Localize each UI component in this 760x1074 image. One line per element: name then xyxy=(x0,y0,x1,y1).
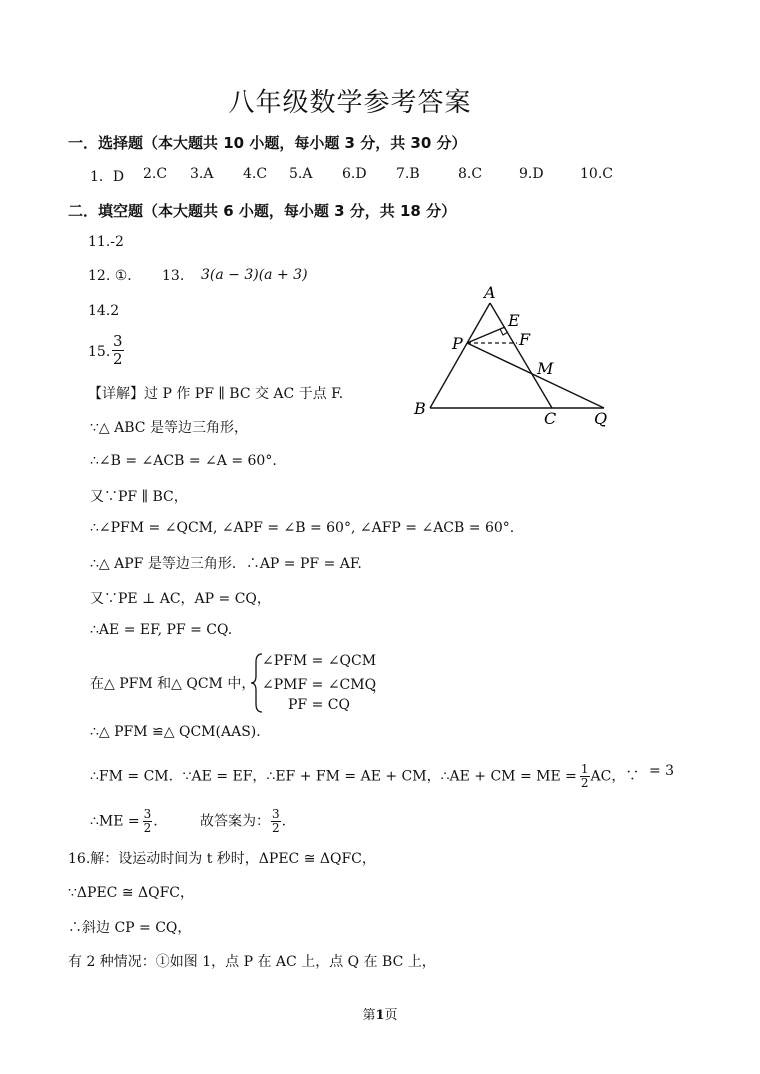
mc-answer-3: 3.A xyxy=(190,166,214,182)
solution15-line-9: ∴△ PFM ≌△ QCM(AAS). xyxy=(90,724,261,740)
solution15-line-5: ∴△ APF 是等边三角形．∴AP = PF = AF. xyxy=(90,556,362,572)
solution15-line-3: 又∵PF ∥ BC， xyxy=(90,489,188,505)
segment-pq xyxy=(467,343,604,408)
system-condition-1: ∠PFM = ∠QCM xyxy=(262,653,377,669)
solution15-line-2: ∴∠B = ∠ACB = ∠A = 60°. xyxy=(90,453,277,469)
mc-answer-2: 2.C xyxy=(143,166,168,182)
answer-suffix: . xyxy=(281,813,287,830)
fraction-numerator: 3 xyxy=(272,807,280,821)
answer-13-expression: 3(a − 3)(a + 3) xyxy=(201,267,308,283)
line10-part-a: ∴FM = CM．∵AE = EF，∴EF + FM = AE + CM，∴AE + CM = ME = xyxy=(90,768,577,785)
system-condition-3: PF = CQ xyxy=(288,697,350,713)
label-e: E xyxy=(508,311,520,330)
label-c: C xyxy=(544,409,557,428)
line11-part-a: ∴ME = xyxy=(90,813,140,830)
system-condition-2: ∠PMF = ∠CMQ xyxy=(262,677,377,693)
line10-part-b: AC，∵ xyxy=(590,768,640,785)
answer-15-fraction xyxy=(112,333,124,368)
mc-answer-5: 5.A xyxy=(289,166,313,182)
mc-answer-10: 10.C xyxy=(580,166,613,182)
solution15-line-10 xyxy=(90,763,639,790)
segment-ab xyxy=(430,303,490,408)
label-p: P xyxy=(452,334,463,353)
mc-answer-7: 7.B xyxy=(396,166,420,182)
solution15-detail: 【详解】过 P 作 PF ∥ BC 交 AC 于点 F. xyxy=(88,386,344,402)
answer-14: 14.2 xyxy=(88,303,120,319)
mc-answer-8: 8.C xyxy=(458,166,483,182)
fraction-denominator: 2 xyxy=(272,821,280,835)
label-b: B xyxy=(414,399,426,418)
answer-11: 11.-2 xyxy=(88,234,124,250)
line10-part-c: = 3 xyxy=(649,763,675,779)
footer-suffix: 页 xyxy=(384,1008,398,1023)
geometry-figure xyxy=(405,280,625,430)
mc-answer-6: 6.D xyxy=(342,166,367,182)
label-q: Q xyxy=(594,409,608,428)
label-m: M xyxy=(537,359,554,378)
fraction-numerator: 3 xyxy=(113,332,123,350)
system-suffix: ， xyxy=(372,679,386,695)
segment-pe xyxy=(467,327,505,343)
page-title: 八年级数学参考答案 xyxy=(228,88,472,118)
mc-answer-9: 9.D xyxy=(519,166,544,182)
segment-ac xyxy=(490,303,552,408)
solution15-answer xyxy=(200,808,286,835)
page-number: 1 xyxy=(375,1008,385,1023)
answer-12: 12. ①. xyxy=(88,268,132,284)
solution16-line-2: ∵ΔPEC ≅ ΔQFC， xyxy=(68,885,195,901)
solution15-line-6: 又∵PE ⊥ AC，AP = CQ， xyxy=(90,591,271,607)
solution15-line-1: ∵△ ABC 是等边三角形， xyxy=(90,420,248,436)
fraction-denominator: 2 xyxy=(113,350,123,368)
mc-answer-1: 1．D xyxy=(90,169,125,185)
mc-answer-4: 4.C xyxy=(243,166,268,182)
label-a: A xyxy=(484,283,496,302)
section1-heading: 一．选择题（本大题共 10 小题，每小题 3 分，共 30 分） xyxy=(68,134,467,152)
label-f: F xyxy=(519,330,531,349)
solution16-line-3: ∴斜边 CP = CQ， xyxy=(68,920,192,936)
solution15-line-11 xyxy=(90,808,158,835)
solution15-line-4: ∴∠PFM = ∠QCM, ∠APF = ∠B = 60°, ∠AFP = ∠ACB = 60°. xyxy=(90,520,515,536)
fraction-denominator: 2 xyxy=(580,776,589,790)
footer-prefix: 第 xyxy=(362,1008,376,1023)
solution15-line-7: ∴AE = EF, PF = CQ. xyxy=(90,622,233,638)
answer-15-label: 15. xyxy=(88,344,111,360)
page-footer xyxy=(0,1004,760,1023)
solution16-line-4: 有 2 种情况：①如图 1，点 P 在 AC 上，点 Q 在 BC 上， xyxy=(68,954,436,970)
line11-part-b: . xyxy=(153,813,158,830)
fraction-numerator: 1 xyxy=(580,762,589,776)
fraction-denominator: 2 xyxy=(143,821,152,835)
fraction-numerator: 3 xyxy=(143,807,152,821)
answer-13-label: 13. xyxy=(162,268,185,284)
solution16-line-1: 16.解：设运动时间为 t 秒时，ΔPEC ≅ ΔQFC， xyxy=(68,851,376,867)
solution15-system-prefix: 在△ PFM 和△ QCM 中， xyxy=(90,676,256,692)
section2-heading: 二．填空题（本大题共 6 小题，每小题 3 分，共 18 分） xyxy=(68,202,457,220)
answer-prefix: 故答案为： xyxy=(200,813,270,830)
